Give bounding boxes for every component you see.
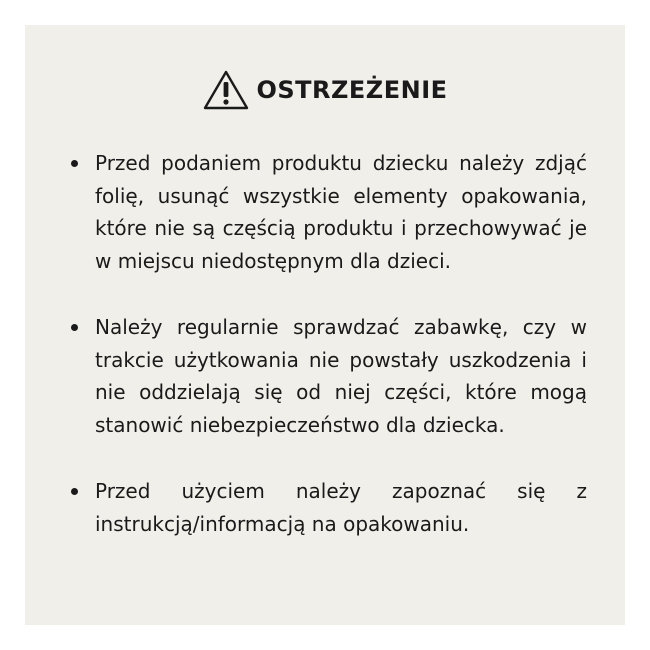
warning-triangle-icon <box>202 69 250 111</box>
list-item-text: Należy regularnie sprawdzać zabawkę, czy w trakcie użytkowania nie powstały uszkodzenia i nie oddzielają się od niej części, które mogą stanowić niebezpieczeństwo dla dziecka. <box>95 315 587 437</box>
warning-list <box>95 147 587 574</box>
warning-title: OSTRZEŻENIE <box>256 76 448 104</box>
warning-header <box>25 69 625 111</box>
warning-card <box>25 25 625 625</box>
list-item <box>95 475 587 540</box>
list-item-text: Przed podaniem produktu dziecku należy zdjąć folię, usunąć wszystkie elementy opakowania, które nie są częścią produktu i przechowywać je w miejscu niedostępnym dla dzieci. <box>95 151 587 273</box>
list-item <box>95 147 587 277</box>
bullet-dot <box>71 324 78 331</box>
list-item <box>95 311 587 441</box>
list-item-text: Przed użyciem należy zapoznać się z instrukcją/informacją na opakowaniu. <box>95 479 587 536</box>
bullet-dot <box>71 488 78 495</box>
bullet-dot <box>71 160 78 167</box>
